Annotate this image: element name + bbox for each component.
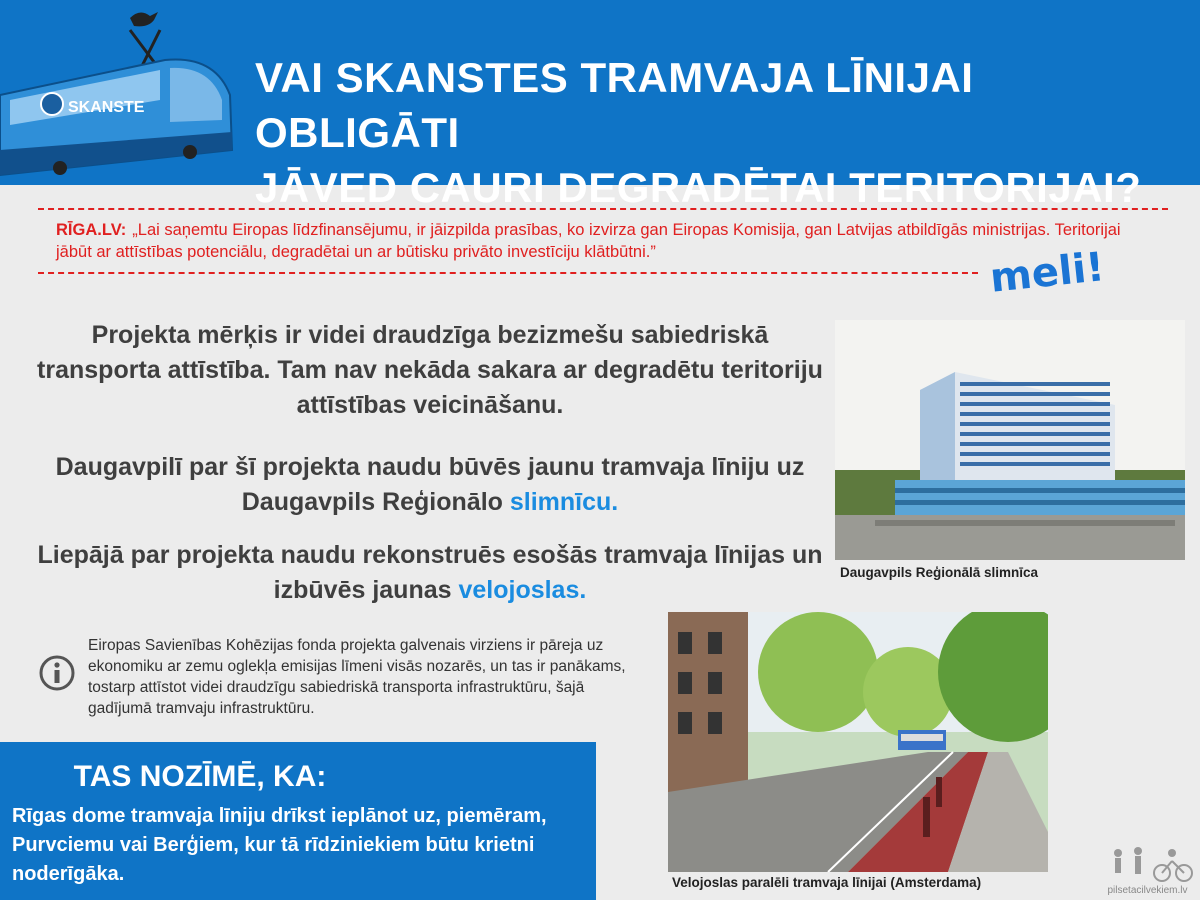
title-line-1: VAI SKANSTES TRAMVAJA LĪNIJAI OBLIGĀTI — [255, 54, 974, 156]
dashed-divider-bottom — [38, 272, 978, 274]
site-logo[interactable] — [1100, 845, 1195, 900]
quote-source: RĪGA.LV: — [56, 221, 127, 239]
info-icon — [38, 654, 76, 692]
svg-text:SKANSTE: SKANSTE — [68, 99, 145, 116]
quote-body: „Lai saņemtu Eiropas līdzfinansējumu, ir jāizpilda prasības, ko izvirza gan Eiropas Komisija, gan Latvijas atbildīgās ministrijas. Teritorijai jābūt ar attīstības potenciālu, degradētai un ar būtisku privāto investīciju klātbūtni.” — [56, 221, 1121, 261]
paragraph-daugavpils — [30, 450, 830, 520]
street-caption: Velojoslas paralēli tramvaja līnijai (Amsterdama) — [672, 875, 982, 890]
street-photo — [668, 612, 1048, 872]
paragraph-liepaja-text: Liepājā par projekta naudu rekonstruēs esošās tramvaja līnijas un izbūvēs jaunas — [37, 541, 823, 604]
dashed-divider-top — [38, 208, 1168, 210]
conclusion-box — [0, 742, 596, 900]
conclusion-heading: TAS NOZĪMĒ, KA: — [73, 760, 327, 793]
logo-text: pilsetacilvekiem.lv — [1107, 885, 1188, 896]
paragraph-goal: Projekta mērķis ir videi draudzīga bezizmešu sabiedriskā transporta attīstība. Tam nav nekāda sakara ar degradētu teritoriju attīstības veicināšanu. — [37, 321, 823, 419]
info-text: Eiropas Savienības Kohēzijas fonda projekta galvenais virziens ir pāreja uz ekonomiku ar zemu oglekļa emisijas līmeni visās nozarēs, un tas ir panākams, tostarp attīstot videi draudzīgu sabiedriskā transporta infrastruktūru, šajā gadījumā tramvaju infrastruktūru. — [88, 637, 626, 717]
page-title — [255, 50, 1185, 215]
paragraph-daugavpils-text: Daugavpilī par šī projekta naudu būvēs jaunu tramvaja līniju uz Daugavpils Reģionālo — [55, 453, 805, 516]
highlight-bike-lanes: velojoslas. — [458, 576, 587, 604]
hospital-photo — [835, 320, 1185, 560]
pedestrian-cyclist-icon — [1100, 845, 1195, 885]
header-banner — [0, 0, 1200, 211]
crow-icon — [130, 12, 158, 26]
conclusion-text: Rīgas dome tramvaja līniju drīkst ieplānot uz, piemēram, Purvciemu vai Berģiem, kur tā rīdziniekiem būtu krietni noderīgāka. — [12, 805, 547, 885]
paragraph-liepaja — [30, 538, 830, 608]
hospital-caption: Daugavpils Reģionālā slimnīca — [840, 565, 1039, 580]
title-line-2: JĀVED CAURI DEGRADĒTAI TERITORIJAI? — [255, 164, 1142, 211]
tram-illustration — [0, 0, 250, 185]
highlight-hospital: slimnīcu. — [509, 488, 619, 516]
meli-stamp: meli! — [987, 244, 1107, 302]
